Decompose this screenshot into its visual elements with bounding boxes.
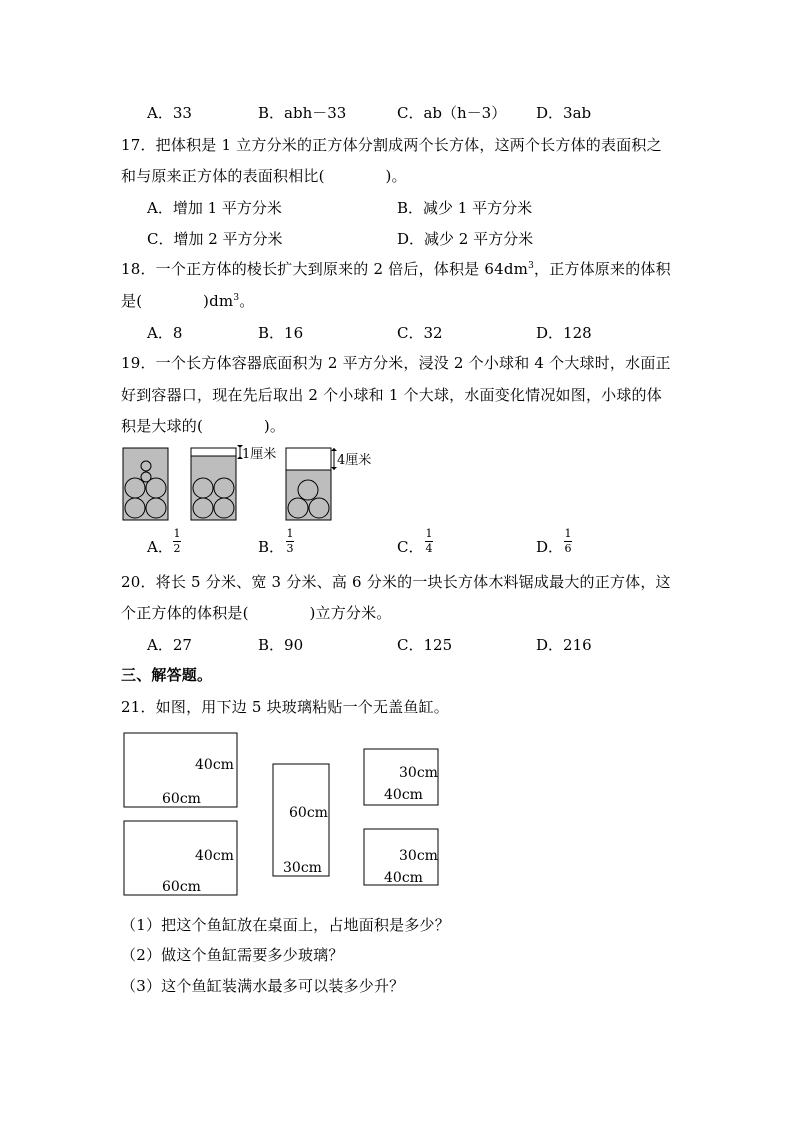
q17-line2: 和与原来正方体的表面积相比( )。 — [121, 167, 407, 185]
section-heading: 三、解答题。 — [121, 666, 213, 684]
q19-line3: 积是大球的( )。 — [121, 417, 286, 435]
big-ball — [298, 480, 318, 500]
height-label-4cm: 4厘米 — [337, 453, 372, 468]
big-ball — [288, 498, 308, 518]
panel-width-label: 40cm — [384, 787, 423, 803]
small-ball — [141, 461, 151, 471]
big-ball — [309, 498, 329, 518]
q16-option-d: D．3ab — [536, 104, 592, 122]
q20-line2: 个正方体的体积是( )立方分米。 — [121, 604, 392, 622]
q16-option-a: A．33 — [147, 104, 192, 122]
small-ball — [141, 472, 151, 482]
q19-line1: 19．一个长方体容器底面积为 2 平方分米，浸没 2 个小球和 4 个大球时，水面正 — [121, 354, 671, 372]
q17-option-b: B．减少 1 平方分米 — [397, 199, 533, 217]
q19-container-figure — [118, 440, 398, 524]
q18-option-d: D．128 — [536, 324, 592, 342]
big-ball — [125, 498, 145, 518]
q17-option-c: C．增加 2 平方分米 — [147, 230, 283, 248]
q18-line1: 18．一个正方体的棱长扩大到原来的 2 倍后，体积是 $64dm^3$，正方体原来的体积 — [121, 260, 671, 278]
q20-option-a: A．27 — [147, 636, 192, 654]
q21-sub-1: （1）把这个鱼缸放在桌面上，占地面积是多少？ — [121, 916, 450, 934]
q20-line1: 20．将长 5 分米、宽 3 分米、高 6 分米的一块长方体木料锯成最大的正方体，这 — [121, 573, 671, 591]
panel-height-label: 30cm — [399, 848, 438, 864]
q18-option-b: B．16 — [258, 324, 304, 342]
panel-height-label: 40cm — [195, 848, 234, 864]
q17-option-d: D．减少 2 平方分米 — [397, 230, 534, 248]
glass-panels-figure — [118, 725, 448, 900]
height-label-1cm: 1厘米 — [242, 447, 277, 462]
q19-option-a: A． — [147, 538, 173, 556]
q18-option-a: A．8 — [147, 324, 183, 342]
big-ball — [214, 478, 234, 498]
panel-height-label: 60cm — [289, 805, 328, 821]
q20-option-c: C．125 — [397, 636, 453, 654]
q21-sub-2: （2）做这个鱼缸需要多少玻璃？ — [121, 946, 344, 964]
q19-option-d-fraction: 1 6 — [564, 527, 572, 555]
q19-option-b: B． — [258, 538, 285, 556]
panel-width-label: 60cm — [162, 879, 201, 895]
big-ball — [193, 478, 213, 498]
panel-width-label: 30cm — [283, 860, 322, 876]
q17-line1: 17．把体积是 1 立方分米的正方体分割成两个长方体，这两个长方体的表面积之 — [121, 136, 662, 154]
q17-option-a: A．增加 1 平方分米 — [147, 199, 282, 217]
q21-sub-3: （3）这个鱼缸装满水最多可以装多少升？ — [121, 977, 405, 995]
q19-option-d: D． — [536, 538, 564, 556]
q20-option-d: D．216 — [536, 636, 592, 654]
q21-stem: 21．如图，用下边 5 块玻璃粘贴一个无盖鱼缸。 — [121, 698, 449, 716]
panel-height-label: 30cm — [399, 765, 438, 781]
big-ball — [214, 498, 234, 518]
q16-option-c: C．ab（h－3） — [397, 104, 507, 122]
q19-option-c: C． — [397, 538, 424, 556]
q16-option-b: B．abh－33 — [258, 104, 347, 122]
q20-option-b: B．90 — [258, 636, 304, 654]
q18-option-c: C．32 — [397, 324, 443, 342]
big-ball — [125, 478, 145, 498]
panel-height-label: 40cm — [195, 757, 234, 773]
big-ball — [193, 498, 213, 518]
q19-line2: 好到容器口，现在先后取出 2 个小球和 1 个大球，水面变化情况如图，小球的体 — [121, 386, 662, 404]
panel-width-label: 60cm — [162, 791, 201, 807]
q18-line2: 是( )$dm^3$。 — [121, 292, 255, 310]
q19-option-c-fraction: 1 4 — [425, 527, 433, 555]
q19-option-a-fraction: 1 2 — [173, 527, 181, 555]
panel-width-label: 40cm — [384, 870, 423, 886]
big-ball — [146, 498, 166, 518]
q19-option-b-fraction: 1 3 — [286, 527, 294, 555]
